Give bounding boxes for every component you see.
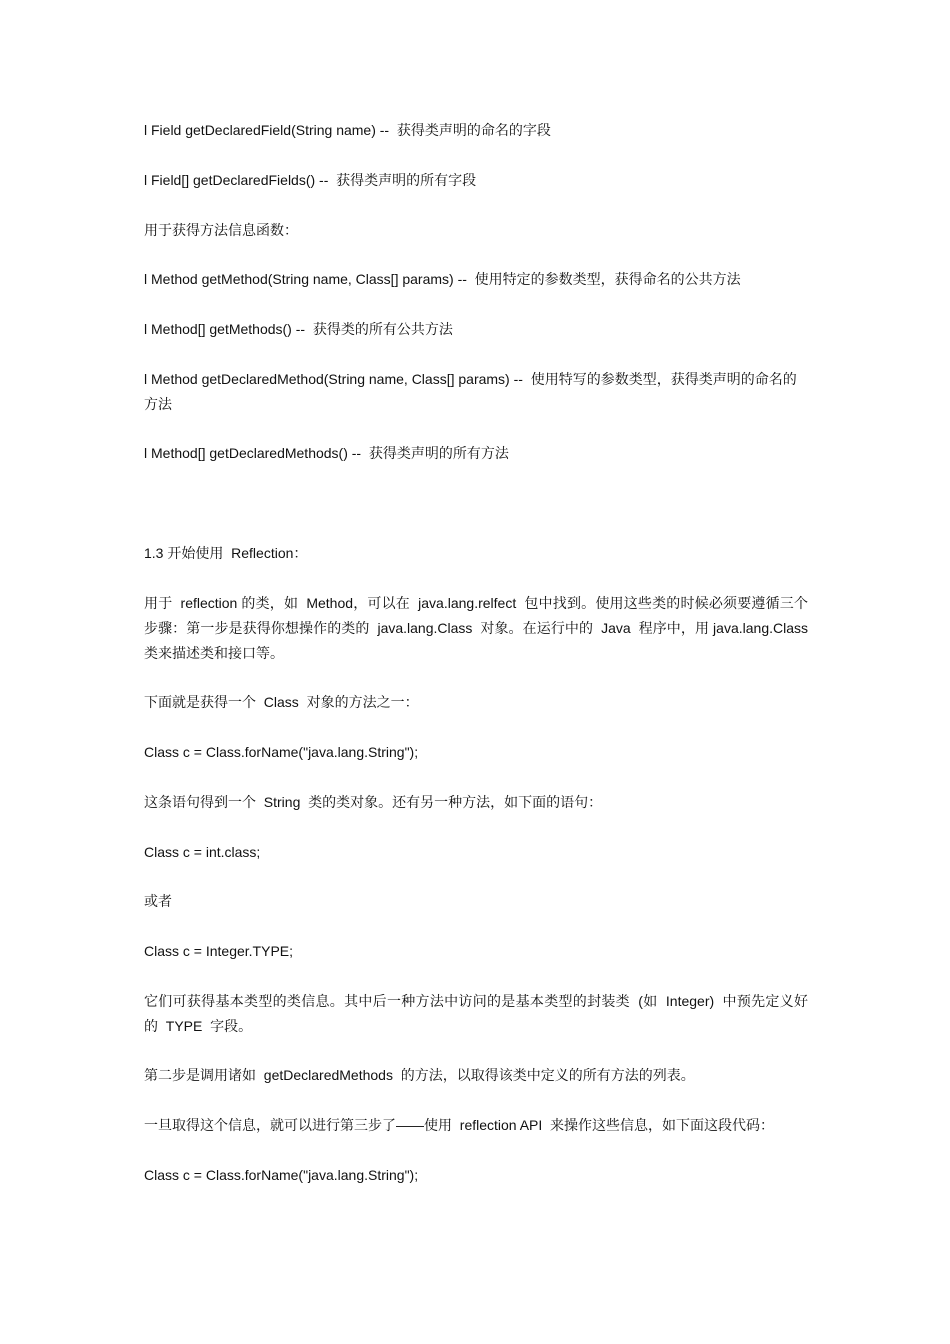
line-get-declared-field: l Field getDeclaredField(String name) -- 获得类声明的命名的字段 [144,122,551,138]
class-object-intro: 下面就是获得一个 Class 对象的方法之一： [144,694,419,710]
another-method-text: 这条语句得到一个 String 类的类对象。还有另一种方法，如下面的语句： [144,794,603,810]
line-get-method: l Method getMethod(String name, Class[] params) -- 使用特定的参数类型，获得命名的公共方法 [144,271,741,287]
primitive-type-paragraph: 它们可获得基本类型的类信息。其中后一种方法中访问的是基本类型的封装类 (如 Integer) 中预先定义好的 TYPE 字段。 [144,993,808,1034]
code-int-class: Class c = int.class; [144,844,261,860]
line-get-declared-fields: l Field[] getDeclaredFields() -- 获得类声明的所有字段 [144,172,477,188]
code-integer-type: Class c = Integer.TYPE; [144,943,294,959]
code-class-forname-final: Class c = Class.forName("java.lang.String"); [144,1167,419,1183]
step-three-paragraph: 一旦取得这个信息，就可以进行第三步了——使用 reflection API 来操作这些信息，如下面这段代码： [144,1117,775,1133]
method-info-heading: 用于获得方法信息函数： [144,222,298,238]
line-get-declared-method: l Method getDeclaredMethod(String name, Class[] params) -- 使用特写的参数类型，获得类声明的命名的方法 [144,371,797,412]
step-two-paragraph: 第二步是调用诸如 getDeclaredMethods 的方法，以取得该类中定义的所有方法的列表。 [144,1067,695,1083]
line-get-methods: l Method[] getMethods() -- 获得类的所有公共方法 [144,321,453,337]
line-get-declared-methods: l Method[] getDeclaredMethods() -- 获得类声明的所有方法 [144,445,509,461]
or-text: 或者 [144,893,172,909]
section-heading-reflection: 1.3 开始使用 Reflection： [144,545,308,561]
code-class-forname: Class c = Class.forName("java.lang.String"); [144,744,419,760]
reflection-intro-paragraph: 用于 reflection 的类，如 Method，可以在 java.lang.relfect 包中找到。使用这些类的时候必须要遵循三个步骤：第一步是获得你想操作的类的 java.lang.Class 对象。在运行中的 Java 程序中，用 java.lang.Class 类来描述类和接口等。 [144,595,816,661]
